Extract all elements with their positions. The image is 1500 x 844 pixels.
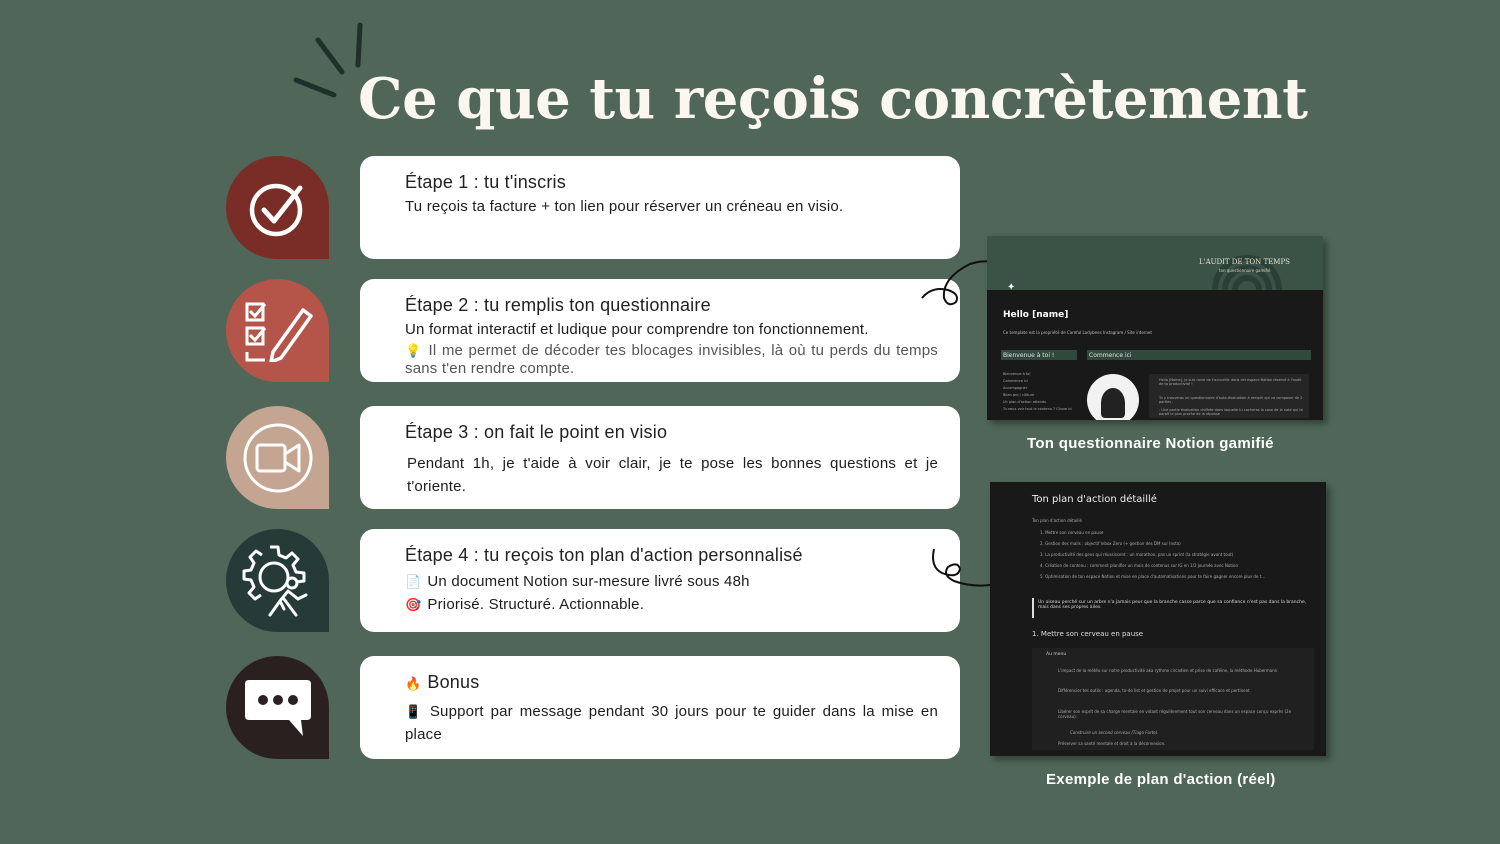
- side-item: Bilan pro / clôture: [1003, 393, 1035, 397]
- checkmark-circle-icon: [248, 178, 308, 238]
- step-4-title: Étape 4 : tu reçois ton plan d'action personnalisé: [405, 545, 803, 565]
- side-item: Commence ici: [1003, 379, 1028, 383]
- step-2-title: Étape 2 : tu remplis ton questionnaire: [405, 295, 711, 315]
- sparkle-icon: ✦: [1007, 282, 1016, 293]
- questionnaire-screenshot: [987, 236, 1323, 420]
- step-2-text: Un format interactif et ludique pour comprendre ton fonctionnement.: [405, 321, 869, 338]
- step-1-title: Étape 1 : tu t'inscris: [405, 172, 566, 192]
- step-3-badge: [226, 406, 329, 509]
- target-icon: 🎯: [405, 597, 422, 612]
- caption-action-plan: Exemple de plan d'action (réel): [1046, 771, 1276, 788]
- plan-menu-label: Au menu: [1046, 652, 1067, 657]
- step-1-text: Tu reçois ta facture + ton lien pour réserver un créneau en visio.: [405, 198, 844, 215]
- step-3-title: Étape 3 : on fait le point en visio: [405, 422, 668, 442]
- plan-bullet: Différencier tes outils : agenda, to-do list et gestion de projet pour un suivi efficace et pertinent: [1058, 688, 1250, 693]
- step-2-detail: Il me permet de décoder tes blocages invisibles, là où tu perds du temps sans t'en rendre compte.: [405, 342, 938, 377]
- gear-running-person-icon: [240, 543, 316, 619]
- plan-heading: Ton plan d'action détaillé: [1032, 494, 1157, 505]
- step-5-title: Bonus: [427, 672, 480, 692]
- step-4-badge: [226, 529, 329, 632]
- page-title: Ce que tu reçois concrètement: [358, 66, 1308, 132]
- plan-subheading: Ton plan d'action détaillé: [1032, 518, 1082, 523]
- toc-item: 1. Mettre son cerveau en pause: [1040, 530, 1104, 535]
- step-1-badge: [226, 156, 329, 259]
- step-5-badge: [226, 656, 329, 759]
- side-item: Tu veux voir tout le contenu ? Clique ici: [1003, 407, 1073, 411]
- plan-bullet: L'impact de la météo sur notre productivité aka rythme circadien et prise de caféine, la méthode Hubermann: [1058, 668, 1278, 673]
- chat-bubble-icon: [243, 676, 313, 740]
- step-5-text: Support par message pendant 30 jours pour te guider dans la mise en place: [405, 703, 938, 743]
- step-3-card: [360, 406, 960, 509]
- step-2-card: [360, 279, 960, 382]
- bubble-text: Tu y trouveras un questionnaire d'auto-évaluation à remplir qui va composer de 2 parties :: [1159, 396, 1303, 404]
- plan-section-title: 1. Mettre son cerveau en pause: [1032, 630, 1144, 638]
- toc-item: 2. Gestion des mails : objectif Inbox Zero (+ gestion des DM sur Insta): [1040, 541, 1181, 546]
- step-5-card: [360, 656, 960, 759]
- col1-title: Bienvenue à toi !: [1003, 352, 1055, 359]
- banner-title: L'AUDIT DE TON TEMPS: [1199, 258, 1290, 266]
- bubble-text: - Une partie évaluation chiffrée dans laquelle tu cocheras la case de la note qui te paraît le plus proche de la réponse: [1159, 408, 1303, 416]
- toc-item: 3. La productivité des gens qui réussissent : un marathon, pas un sprint (la stratégie avant tout): [1040, 552, 1234, 557]
- step-4-line-2: Priorisé. Structuré. Actionnable.: [427, 596, 645, 613]
- toc-item: 4. Création de contenu : comment planifier un mois de contenus sur IG en 1/2 journée avec Notion: [1040, 563, 1239, 568]
- intro-text: Ce template est la propriété de Careful Ladybees Instagram / Site internet: [1003, 330, 1152, 335]
- step-4-card: [360, 529, 960, 632]
- toc-item: 5. Optimisation de ton espace Notion et mise en place d'automatisations pour te faire gagner encore plus de t...: [1040, 574, 1266, 579]
- step-1-card: [360, 156, 960, 259]
- side-item: Bienvenue à toi: [1003, 372, 1031, 376]
- action-plan-screenshot: [990, 482, 1326, 756]
- step-3-text: Pendant 1h, je t'aide à voir clair, je te pose les bonnes questions et je t'oriente.: [407, 455, 938, 495]
- video-camera-icon: [241, 421, 315, 495]
- step-4-line-1: Un document Notion sur-mesure livré sous 48h: [427, 573, 750, 590]
- hello-title: Hello [name]: [1003, 310, 1069, 320]
- checklist-pencil-icon: [243, 300, 313, 362]
- caption-questionnaire: Ton questionnaire Notion gamifié: [1027, 435, 1274, 452]
- fire-icon: 🔥: [405, 676, 422, 691]
- plan-bullet: Construire un second cerveau (Tiago Forte).: [1070, 730, 1159, 735]
- col2-title: Commence ici: [1089, 352, 1132, 359]
- document-icon: 📄: [405, 574, 422, 589]
- side-item: Accompagner: [1003, 386, 1028, 390]
- plan-bullet: Préserver sa santé mentale et droit à la déconnexion.: [1058, 741, 1166, 746]
- plan-quote: Un oiseau perché sur un arbre n'a jamais peur que la branche casse parce que sa confiance n'est pas dans la branche, mais dans ses propres ailes.: [1038, 600, 1307, 610]
- phone-icon: 📱: [405, 704, 424, 719]
- lightbulb-icon: 💡: [405, 343, 423, 358]
- avatar: [1087, 374, 1139, 420]
- step-2-badge: [226, 279, 329, 382]
- side-item: Un plan d'action attendu: [1003, 400, 1047, 404]
- bubble-text: Hello [Name], je suis ravie de t'accueillir dans cet espace Notion réservé à l'audit de ta productivité !: [1159, 378, 1302, 386]
- plan-bullet: Libérer son esprit de sa charge mentale en vidant régulièrement tout son cerveau dans un espace conçu exprès (2e cerveau).: [1058, 709, 1292, 719]
- banner-subtitle: ton questionnaire gamifié: [1219, 268, 1271, 273]
